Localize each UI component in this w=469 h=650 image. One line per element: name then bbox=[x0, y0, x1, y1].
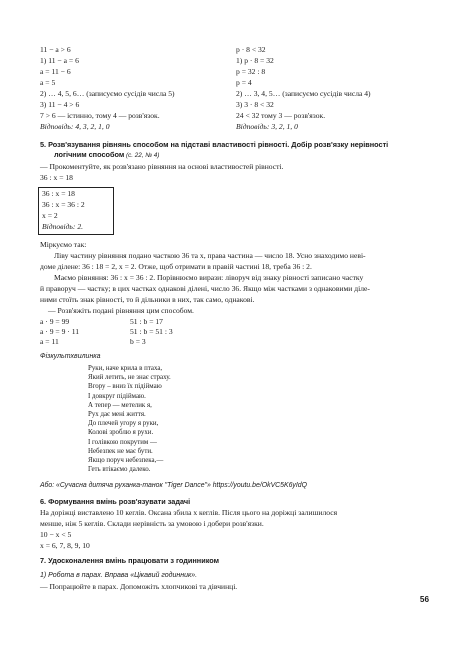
right-line: p · 8 < 32 bbox=[236, 45, 266, 54]
section6-title: 6. Формування вмінь розв'язувати задачі bbox=[40, 497, 191, 506]
poem-line: Геть втікаємо далеко. bbox=[88, 466, 151, 474]
section5-line1: — Прокоментуйте, як розв'язано рівняння на основі властивостей рівності. bbox=[40, 162, 284, 171]
section6-inequality: 10 − x < 5 bbox=[40, 530, 72, 539]
left-line: 11 − a > 6 bbox=[40, 45, 71, 54]
right-answer: Відповідь: 3, 2, 1, 0 bbox=[236, 122, 298, 131]
left-line: 1) 11 − a = 6 bbox=[40, 56, 79, 65]
box-line: x = 2 bbox=[42, 211, 58, 220]
poem-line: І довкруг підіймаю. bbox=[88, 392, 146, 400]
box-line: 36 : x = 36 : 2 bbox=[42, 200, 85, 209]
left-line: a = 11 − 6 bbox=[40, 67, 71, 76]
right-line: 3) 3 · 8 < 32 bbox=[236, 100, 274, 109]
right-line: p = 32 : 8 bbox=[236, 67, 266, 76]
section5-title-line2 bbox=[54, 150, 159, 160]
equation-left: a · 9 = 99 bbox=[40, 317, 70, 326]
equation-right: 51 : b = 17 bbox=[130, 317, 163, 326]
fizkult-title: Фізкультхвилинка bbox=[40, 353, 101, 360]
section5-line2: 36 : x = 18 bbox=[40, 173, 73, 182]
reasoning-line: Маємо рівняння: 36 : x = 36 : 2. Порівнюємо вирази: ліворуч від знаку рівності записано частку bbox=[54, 273, 364, 282]
section6-values: x = 6, 7, 8, 9, 10 bbox=[40, 541, 90, 550]
right-line: p = 4 bbox=[236, 78, 252, 87]
section7-sub: 1) Робота в парах. Вправа «Цікавий годинник». bbox=[40, 572, 198, 579]
equation-left: a · 9 = 9 · 11 bbox=[40, 327, 80, 336]
section6-text: На доріжці виставлено 10 кеглів. Оксана збила x кеглів. Після цього на доріжці залишилося bbox=[40, 508, 338, 517]
left-answer: Відповідь: 4, 3, 2, 1, 0 bbox=[40, 122, 110, 131]
poem-line: І голівкою покрутим — bbox=[88, 438, 157, 446]
reasoning-line: — Розв'яжіть подані рівняння цим способом. bbox=[48, 306, 194, 315]
right-line: 2) … 3, 4, 5… (записуємо сусідів числа 4) bbox=[236, 89, 371, 98]
poem-line: А тепер — метелик я, bbox=[88, 401, 152, 409]
section5-ref: (с. 22, № 4) bbox=[124, 152, 160, 159]
poem-line: Вгору – вниз їх підіймаю bbox=[88, 383, 162, 391]
poem-line: Небезпек не має бути. bbox=[88, 447, 153, 455]
box-line: 36 : x = 18 bbox=[42, 189, 75, 198]
poem-line: Руки, наче крила в птаха, bbox=[88, 365, 163, 372]
left-line: 3) 11 − 4 > 6 bbox=[40, 100, 80, 109]
section7-line: — Попрацюйте в парах. Допоможіть хлопчикові та дівчинці. bbox=[40, 582, 238, 591]
poem-line: Який летить, не знає страху. bbox=[88, 374, 171, 382]
section7-title: 7. Удосконалення вмінь працювати з годинником bbox=[40, 556, 220, 565]
section6-text: менше, ніж 5 кеглів. Склади нерівність за умовою і добери розв'язки. bbox=[40, 519, 264, 528]
reasoning-line: Ліву частину рівняння подано часткою 36 та x, права частина — число 18. Усно знаходимо неві- bbox=[54, 251, 366, 260]
reasoning-heading: Міркуємо так: bbox=[40, 240, 87, 249]
poem-line: До плечей угору я руки, bbox=[88, 420, 159, 428]
box-answer: Відповідь: 2. bbox=[42, 222, 84, 231]
right-line: 1) p · 8 = 32 bbox=[236, 56, 274, 65]
reasoning-line: й праворуч — частку; в цих частках однакові ділені, число 36. Якщо між частками з однаковими діле- bbox=[40, 284, 370, 293]
left-line: 7 > 6 — істинно, тому 4 — розв'язок. bbox=[40, 111, 160, 120]
reasoning-line: ними стоїть знак рівності, то й дільники в них, так само, однакові. bbox=[40, 295, 255, 304]
poem-line: Рух дає мені життя. bbox=[88, 411, 146, 419]
equation-right: b = 3 bbox=[130, 337, 146, 346]
left-line: a = 5 bbox=[40, 78, 56, 87]
right-line: 24 < 32 тому 3 — розв'язок. bbox=[236, 111, 326, 120]
equation-left: a = 11 bbox=[40, 337, 59, 346]
left-line: 2) … 4, 5, 6… (записуємо сусідів числа 5) bbox=[40, 89, 175, 98]
video-link[interactable]: Або: «Сучасна дитяча руханка-танок "Tiger Dance"» https://youtu.be/OkVC5K6yIdQ bbox=[40, 482, 307, 489]
poem bbox=[88, 364, 171, 474]
poem-line: Колові зроблю я рухи. bbox=[88, 429, 154, 437]
poem-line: Якщо поруч небезпека,— bbox=[88, 457, 164, 465]
section5-title: 5. Розв'язування рівнянь способом на підставі властивості рівності. Добір розв'язку нерівності bbox=[40, 140, 389, 149]
reasoning-line: доме ділене: 36 : 18 = 2, x = 2. Отже, щоб отримати в правій частині 18, треба 36 : 2. bbox=[40, 262, 312, 271]
page-number: 56 bbox=[419, 595, 429, 604]
section5-title2: логічним способом bbox=[54, 150, 125, 159]
equation-right: 51 : b = 51 : 3 bbox=[130, 327, 173, 336]
